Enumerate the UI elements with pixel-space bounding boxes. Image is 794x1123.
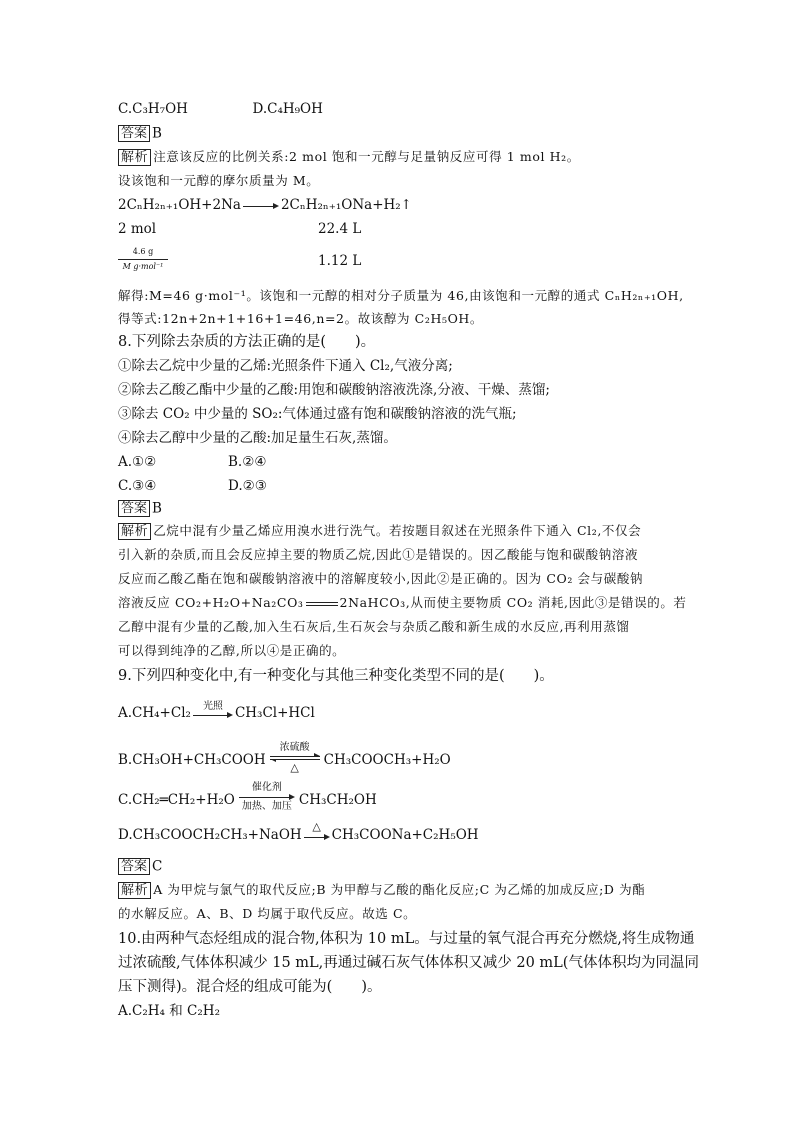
answer-value: C	[152, 858, 163, 875]
q7-solve-line1: 解得:M=46 g·mol⁻¹。该饱和一元醇的相对分子质量为 46,由该饱和一元醇的通式 CₙH₂ₙ₊₁OH,	[118, 288, 684, 303]
q9-b-products: CH₃COOCH₃+H₂O	[323, 752, 451, 768]
q8-option-d: D.②③	[228, 478, 267, 494]
reaction-condition: △	[312, 819, 321, 833]
q8-analysis-line6: 可以得到纯净的乙醇,所以④是正确的。	[118, 643, 346, 658]
q8-analysis	[118, 522, 641, 540]
analysis-text: 乙烷中混有少量乙烯应用溴水进行洗气。若按题目叙述在光照条件下通入 Cl₂,不仅会	[153, 523, 642, 538]
q9-d-products: CH₃COONa+C₂H₅OH	[331, 827, 479, 843]
analysis-tag: 解析	[118, 523, 151, 540]
q8-reaction-left: 溶液反应 CO₂+H₂O+Na₂CO₃	[118, 595, 304, 610]
reaction-arrow-icon	[239, 782, 295, 815]
fraction-denominator: M g·mol⁻¹	[122, 262, 164, 271]
q8-analysis-line4-tail: 从而使主要物质 CO₂ 消耗,因此③是错误的。若	[410, 595, 687, 610]
analysis-text: A 为甲烷与氯气的取代反应;B 为甲醇与乙酸的酯化反应;C 为乙烯的加成反应;D 为酯	[153, 882, 646, 897]
q8-analysis-line3: 反应而乙酸乙酯在饱和碳酸钠溶液中的溶解度较小,因此②是正确的。因为 CO₂ 会与碳酸钠	[118, 571, 644, 586]
q8-reaction-right: 2NaHCO₃,	[339, 595, 411, 610]
q9-option-c	[118, 782, 377, 815]
answer-tag: 答案	[118, 125, 150, 142]
q7-option-c: C.C₃H₇OH	[118, 101, 188, 117]
reaction-condition: 光照	[202, 700, 223, 712]
eq-right: 2CₙH₂ₙ₊₁ONa+H₂↑	[280, 197, 412, 213]
analysis-tag: 解析	[118, 882, 151, 899]
eq-left: 2CₙH₂ₙ₊₁OH+2Na	[118, 197, 241, 213]
q8-item-4: ④除去乙醇中少量的乙酸:加足量生石灰,蒸馏。	[118, 430, 397, 446]
q9-d-reactants: D.CH₃COOCH₂CH₃+NaOH	[118, 827, 302, 843]
q9-stem: 9.下列四种变化中,有一种变化与其他三种变化类型不同的是( )。	[118, 668, 554, 684]
q7-row-volume: 22.4 L	[318, 221, 362, 237]
q9-option-d	[118, 819, 479, 845]
answer-tag: 答案	[118, 500, 150, 517]
q8-item-1: ①除去乙烷中少量的乙烯:光照条件下通入 Cl₂,气液分离;	[118, 358, 453, 374]
q10-option-a: A.C₂H₄ 和 C₂H₂	[118, 1003, 220, 1019]
q7-option-d: D.C₄H₉OH	[252, 101, 323, 117]
analysis-tag: 解析	[118, 149, 151, 166]
q8-analysis-line2: 引入新的杂质,而且会反应掉主要的物质乙烷,因此①是错误的。因乙酸能与饱和碳酸钠溶液	[118, 547, 639, 562]
q9-b-reactants: B.CH₃OH+CH₃COOH	[118, 752, 266, 768]
analysis-text: 注意该反应的比例关系:2 mol 饱和一元醇与足量钠反应可得 1 mol H₂。	[153, 149, 580, 164]
q8-analysis-line5: 乙醇中混有少量的乙酸,加入生石灰后,生石灰会与杂质乙酸和新生成的水反应,再利用蒸馏	[118, 619, 630, 634]
reaction-condition-top: 催化剂	[251, 782, 282, 793]
q9-c-reactants: C.CH₂═CH₂+H₂O	[118, 792, 235, 808]
q9-c-products: CH₃CH₂OH	[298, 792, 377, 808]
answer-value: B	[152, 500, 162, 517]
fraction-numerator: 4.6 g	[132, 247, 154, 256]
q7-analysis	[118, 148, 580, 166]
q9-option-b	[118, 742, 451, 775]
reaction-condition-bottom: 加热、加压	[241, 801, 292, 812]
q7-solve-line2: 得等式:12n+2n+1+16+1=46,n=2。故该醇为 C₂H₅OH。	[118, 311, 484, 326]
reaction-condition-bottom: △	[290, 761, 299, 774]
equals-sign-icon	[306, 601, 338, 607]
q8-option-a: A.①②	[118, 454, 157, 470]
reaction-arrow-icon	[193, 700, 233, 723]
q7-options-cd	[118, 100, 323, 118]
q7-row-mol: 2 mol	[118, 221, 157, 237]
q9-analysis-line2: 的水解反应。A、B、D 均属于取代反应。故选 C。	[118, 906, 417, 921]
q8-option-b: B.②④	[228, 454, 267, 470]
reversible-arrow-icon	[270, 742, 320, 775]
q9-a-products: CH₃Cl+HCl	[234, 705, 315, 721]
q9-analysis	[118, 881, 645, 899]
q8-stem: 8.下列除去杂质的方法正确的是( )。	[118, 334, 376, 350]
q10-stem-line2: 过浓硫酸,气体体积减少 15 mL,再通过碱石灰气体体积又减少 20 mL(气体体积均为同温同	[118, 955, 699, 971]
q7-answer	[118, 124, 162, 143]
fraction-bar	[118, 259, 168, 260]
q7-analysis-line2: 设该饱和一元醇的摩尔质量为 M。	[118, 173, 320, 188]
q8-answer	[118, 499, 162, 518]
q8-item-2: ②除去乙酸乙酯中少量的乙酸:用饱和碳酸钠溶液洗涤,分液、干燥、蒸馏;	[118, 382, 550, 398]
q8-analysis-line4	[118, 594, 687, 612]
q10-stem-line1: 10.由两种气态烃组成的混合物,体积为 10 mL。与过量的氧气混合再充分燃烧,将生成物通	[118, 931, 695, 947]
q7-row3-volume: 1.12 L	[318, 253, 362, 269]
reaction-arrow-icon	[304, 819, 330, 845]
reaction-arrow-icon	[243, 202, 279, 210]
q10-stem-line3: 压下测得)。混合烃的组成可能为( )。	[118, 979, 382, 995]
q8-item-3: ③除去 CO₂ 中少量的 SO₂:气体通过盛有饱和碳酸钠溶液的洗气瓶;	[118, 406, 517, 422]
q9-answer	[118, 857, 162, 876]
reaction-condition-top: 浓硫酸	[279, 742, 310, 753]
answer-value: B	[152, 125, 162, 142]
answer-tag: 答案	[118, 858, 150, 875]
q7-equation	[118, 196, 412, 214]
q9-option-a	[118, 700, 315, 723]
q9-a-reactants: A.CH₄+Cl₂	[118, 705, 191, 721]
q8-option-c: C.③④	[118, 478, 157, 494]
